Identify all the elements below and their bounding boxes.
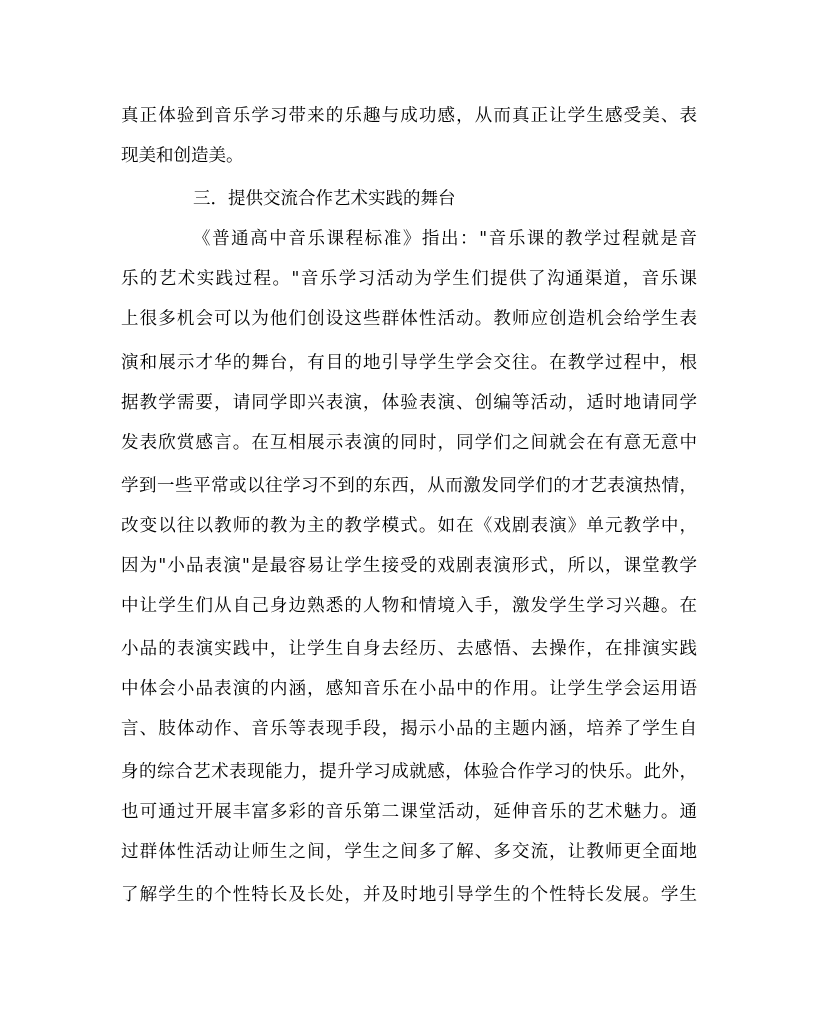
body-text-line: 上很多机会可以为他们创设这些群体性活动。教师应创造机会给学生表 <box>121 309 697 329</box>
body-text-line: 小品的表演实践中，让学生自身去经历、去感悟、去操作，在排演实践 <box>121 639 697 659</box>
body-text-line: 发表欣赏感言。在互相展示表演的同时，同学们之间就会在有意无意中 <box>121 433 697 453</box>
body-text-line: 过群体性活动让师生之间，学生之间多了解、多交流，让教师更全面地 <box>121 842 697 862</box>
body-text-line: 乐的艺术实践过程。"音乐学习活动为学生们提供了沟通渠道，音乐课 <box>121 269 697 289</box>
body-text-line: 身的综合艺术表现能力，提升学习成就感，体验合作学习的快乐。此外， <box>121 762 697 782</box>
body-text-line: 《普通高中音乐课程标准》指出："音乐课的教学过程就是音 <box>193 229 697 249</box>
body-text-line: 也可通过开展丰富多彩的音乐第二课堂活动，延伸音乐的艺术魅力。通 <box>121 802 697 822</box>
body-text-line: 了解学生的个性特长及长处，并及时地引导学生的个性特长发展。学生 <box>121 885 697 905</box>
body-text-line: 言、肢体动作、音乐等表现手段，揭示小品的主题内涵，培养了学生自 <box>121 719 697 739</box>
section-heading: 三．提供交流合作艺术实践的舞台 <box>193 189 456 209</box>
body-text-line: 中让学生们从自己身边熟悉的人物和情境入手，激发学生学习兴趣。在 <box>121 596 697 616</box>
body-text-line: 真正体验到音乐学习带来的乐趣与成功感，从而真正让学生感受美、表 <box>121 106 697 126</box>
body-text-line: 演和展示才华的舞台，有目的地引导学生学会交往。在教学过程中，根 <box>121 353 697 373</box>
body-text-line: 中体会小品表演的内涵，感知音乐在小品中的作用。让学生学会运用语 <box>121 679 697 699</box>
body-text-line: 学到一些平常或以往学习不到的东西，从而激发同学们的才艺表演热情， <box>121 476 697 496</box>
body-text-line: 现美和创造美。 <box>121 146 244 166</box>
body-text-line: 改变以往以教师的教为主的教学模式。如在《戏剧表演》单元教学中， <box>121 516 697 536</box>
body-text-line: 据教学需要，请同学即兴表演，体验表演、创编等活动，适时地请同学 <box>121 393 697 413</box>
body-text-line: 因为"小品表演"是最容易让学生接受的戏剧表演形式，所以，课堂教学 <box>121 556 697 576</box>
